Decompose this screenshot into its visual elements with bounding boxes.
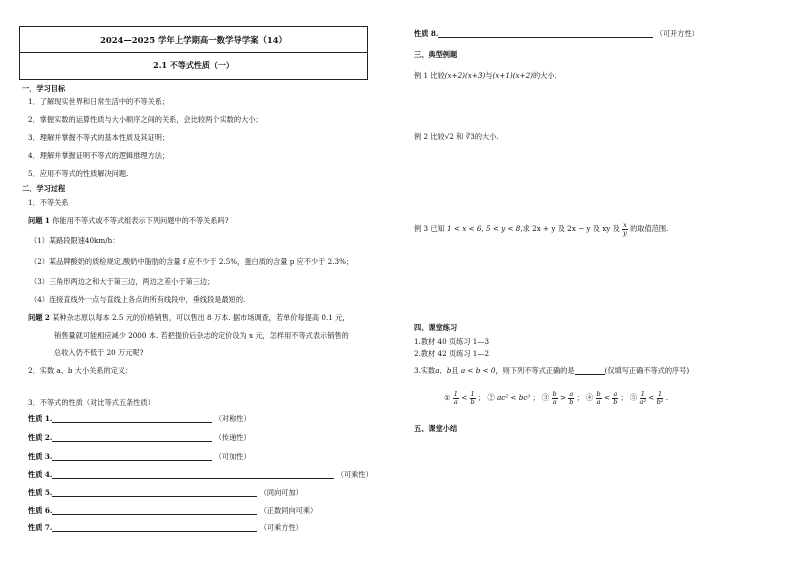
fraction-numerator: 1 [470,390,475,398]
example-text: 的取值范围. [630,224,669,233]
property-row [28,433,251,442]
question-text: 你能用不等式或不等式组表示下列问题中的不等关系吗? [52,216,229,225]
math-expression: a < b < 0 [460,366,496,375]
math-fraction [552,391,558,405]
goal-item: 1．了解现实世界和日常生活中的不等关系； [28,97,170,106]
goal-item: 3．理解并掌握不等式的基本性质及其证明； [28,133,170,142]
practice-text: ，则下列不等式正确的是 [495,366,575,375]
option-marker: ③ [542,393,550,402]
header-box [19,26,368,80]
property-label: 性质 1. [28,414,53,423]
answer-blank[interactable] [52,434,212,442]
practice-text: 且 [451,366,459,375]
fraction-numerator: 1 [640,390,645,398]
fraction-denominator: b [470,397,475,406]
goal-item: 5．应用不等式的性质解决问题. [28,169,129,178]
fraction-denominator: a² [639,397,646,406]
section-summary-title: 五、课堂小结 [414,424,458,433]
fraction-denominator: b² [656,397,664,406]
property-label: 性质 3. [28,452,53,461]
option-marker: ① [444,393,451,402]
example-label: 例 1 [414,71,429,80]
question-1 [28,216,229,225]
math-fraction [612,391,618,405]
options-row [444,391,668,405]
property-note: （可开方性） [655,29,699,38]
question-text: 总收入仍不低于 20 万元呢? [54,348,144,357]
separator: ； [532,393,540,402]
property-note: （正数同向可乘） [259,506,318,515]
math-fraction [596,391,602,405]
example-1 [414,71,557,80]
question-2 [28,313,349,322]
goal-item: 4．理解并掌握证明不等式的逻辑推理方法； [28,151,170,160]
property-label: 性质 7. [28,523,53,532]
math-expression: √2 和 ∛3 [444,132,475,141]
property-row [28,452,251,461]
subsection-title: 3．不等式的性质（对比等式五条性质） [28,398,155,407]
answer-blank[interactable] [52,453,212,461]
header-divider [20,52,367,53]
answer-blank[interactable] [52,489,257,497]
example-text: 已知 [430,224,445,233]
answer-blank[interactable] [438,30,653,38]
math-expression: (x+2)(x+3) [444,71,486,80]
question-item: （4）连接直线外一点与直线上各点的所有线段中，垂线段是最短的. [30,295,246,304]
property-label: 性质 2. [28,433,53,442]
example-text: 与 [485,71,493,80]
question-item: （1）某路段限速40km/h： [30,236,120,245]
section-practice-title: 四、课堂练习 [414,323,458,332]
separator: ； [576,393,584,402]
question-label: 问题 2 [28,313,50,322]
option-marker: ⑤ [630,393,638,402]
less-than-sign: < [461,393,468,402]
property-note: （可乘性） [336,470,373,479]
example-text: 的大小. [532,71,557,80]
subsection-title: 2．实数 a、b 大小关系的定义： [28,366,133,375]
section-examples-title: 三、典型例题 [414,50,458,59]
example-label: 例 2 [414,132,429,141]
property-row [28,470,373,479]
practice-item-3 [414,366,689,375]
property-row [414,29,699,38]
property-row [28,414,251,423]
example-3 [414,222,668,236]
math-expression: ac² < bc² [496,393,531,402]
answer-blank[interactable] [52,524,257,532]
answer-blank[interactable] [52,507,257,515]
property-note: （可加性） [214,452,251,461]
practice-text: (仅填写正确不等式的序号) [604,366,690,375]
section-process-title: 二．学习过程 [22,184,66,193]
property-label: 性质 5. [28,488,53,497]
math-fraction [640,391,646,405]
answer-blank[interactable] [52,471,334,479]
question-text: 某种杂志原以每本 2.5 元的价格销售，可以售出 8 万本. 据市场调查，若单价每提高 0.1 元， [52,313,350,322]
practice-item: 1.教材 40 页练习 1—3 [414,337,490,346]
fraction-numerator: a [569,390,574,398]
fraction-denominator: b [569,397,574,406]
fraction-numerator: 1 [453,390,458,398]
math-fraction [657,391,664,405]
greater-than-sign: > [560,393,567,402]
less-than-sign: < [648,393,655,402]
section-goals-title: 一．学习目标 [22,84,66,93]
property-row [28,488,303,497]
question-text: 销售量就可能相应减少 2000 本. 若把提价后杂志的定价设为 x 元，怎样用不等式表示销售的 [54,331,349,340]
fraction-denominator: a [453,397,458,406]
property-note: （可乘方性） [259,523,303,532]
math-expression: a，b [435,366,452,375]
example-text: 的大小. [474,132,499,141]
property-row [28,523,303,532]
math-expression: (x+1)(x+2) [492,71,533,80]
property-label: 性质 6. [28,506,53,515]
separator: ； [477,393,486,402]
example-text: 比较 [430,71,445,80]
fraction-denominator: a [552,397,557,406]
math-fraction [568,391,574,405]
example-text: ,求 2x + y 及 2x − y 及 xy 及 [520,224,620,233]
page-subtitle: 2.1 不等式性质（一） [153,60,234,70]
fraction-numerator: a [613,390,618,398]
option-marker: ② [487,393,495,402]
example-text: 比较 [430,132,445,141]
practice-text: 3.实数 [414,366,436,375]
subsection-title: 1．不等关系 [28,198,69,207]
question-label: 问题 1 [28,216,50,225]
property-row [28,506,317,515]
goal-item: 2．掌握实数的运算性质与大小顺序之间的关系，会比较两个实数的大小； [28,115,263,124]
example-2 [414,132,499,141]
page-title: 2024—2025 学年上学期高一数学导学案（14） [100,35,287,45]
separator: . [665,393,668,402]
math-fraction [622,222,628,236]
fraction-numerator: x [623,221,627,229]
answer-blank[interactable] [575,367,605,375]
fraction-numerator: b [552,390,557,398]
property-label: 性质 4. [28,470,53,479]
fraction-denominator: a [596,397,601,406]
practice-item: 2.教材 42 页练习 1—2 [414,349,490,358]
separator: ； [620,393,628,402]
option-marker: ④ [586,393,594,402]
fraction-numerator: b [596,390,601,398]
less-than-sign: < [604,393,611,402]
property-note: （对称性） [214,414,251,423]
math-fraction [470,391,476,405]
fraction-denominator: y [623,228,627,237]
property-note: （同向可加） [259,488,303,497]
math-fraction [453,391,459,405]
fraction-denominator: b [613,397,618,406]
property-label: 性质 8. [414,29,439,38]
question-item: （2）某品牌酸奶的质检规定,酸奶中脂肪的含量 f 应不少于 2.5%，蛋白质的含量 p 应不少于 2.3%； [30,257,354,266]
question-item: （3）三角形两边之和大于第三边，两边之差小于第三边； [30,277,215,286]
example-label: 例 3 [414,224,429,233]
math-expression: 1 < x < 6, 5 < y < 8 [447,224,521,233]
property-note: （传递性） [214,433,251,442]
answer-blank[interactable] [52,415,212,423]
fraction-numerator: 1 [657,390,663,398]
